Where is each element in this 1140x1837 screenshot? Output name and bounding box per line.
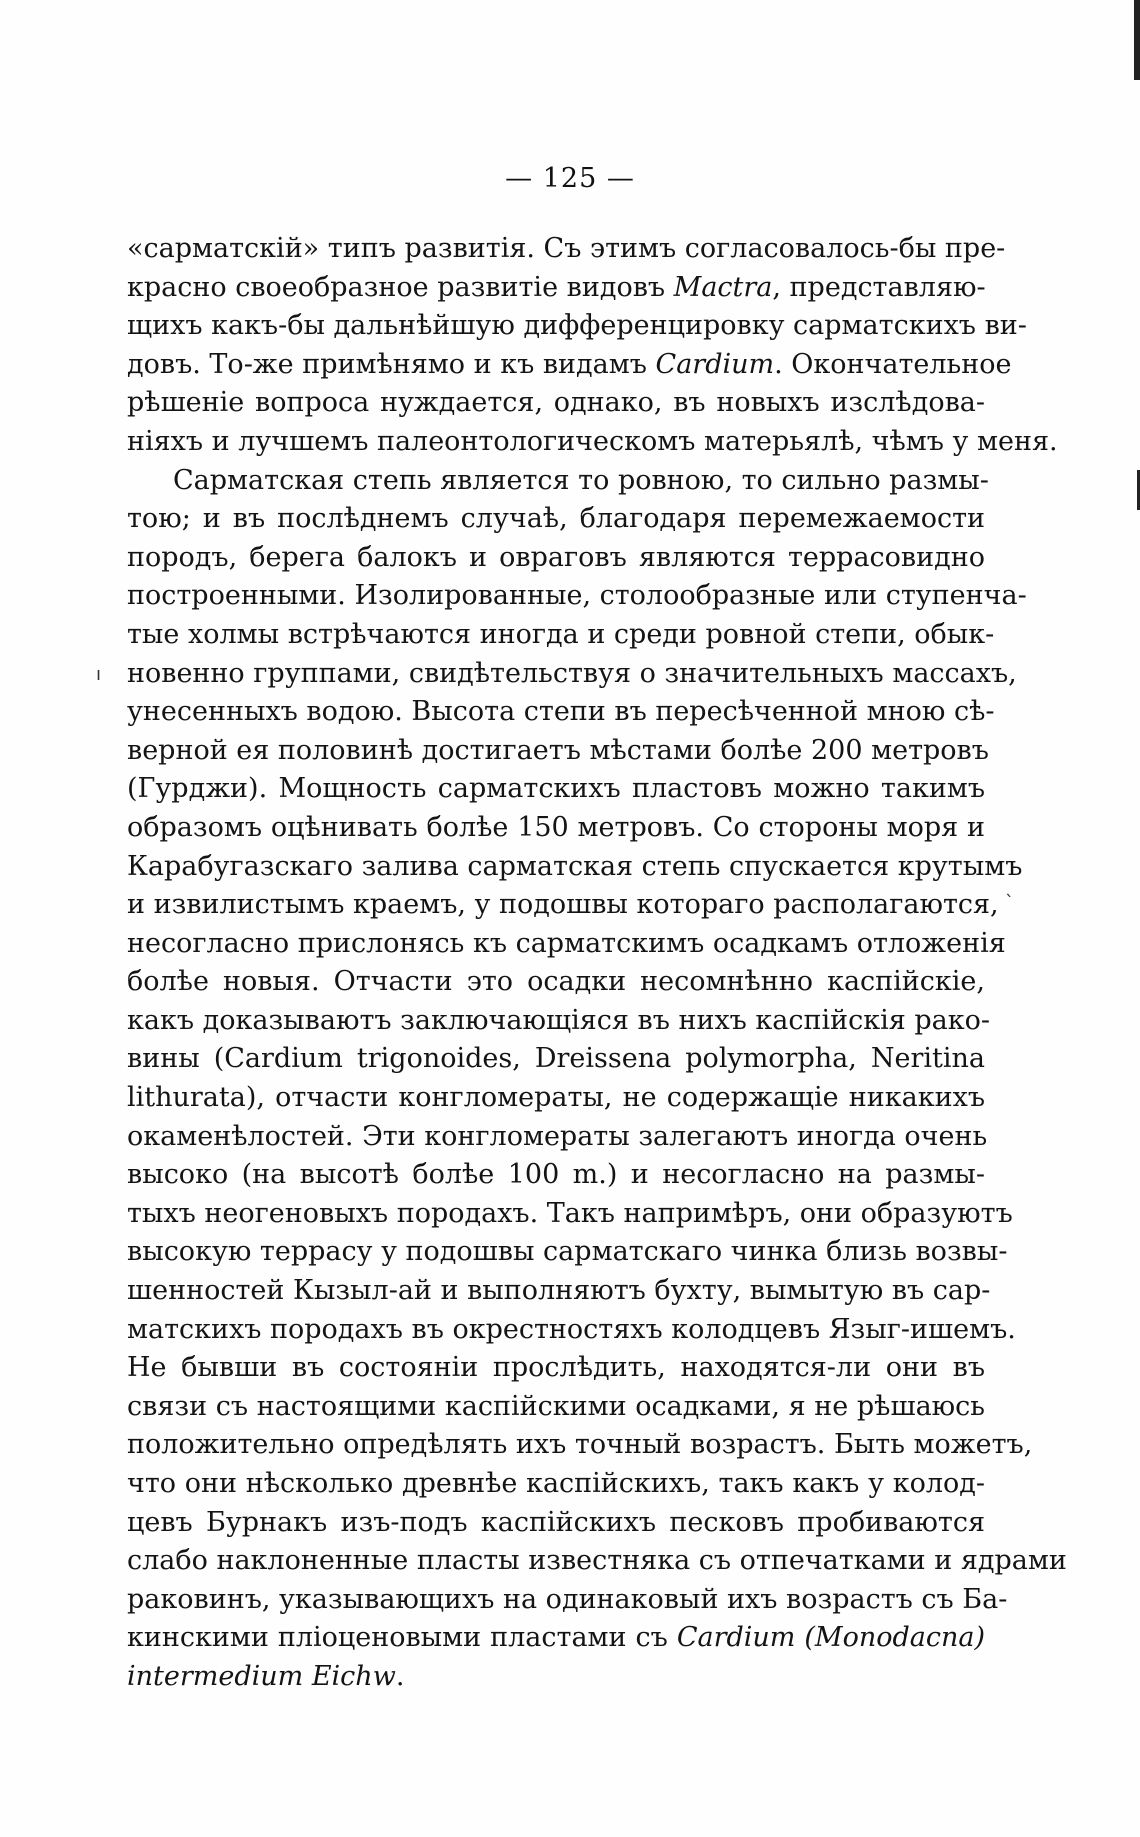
text-run: (Гурджи). Мощность сарматскихъ пластовъ можно такимъ (127, 773, 985, 805)
text-run: вины (Cardium trigonoides, Dreissena polymorpha, Neritina (127, 1043, 985, 1075)
text-run: какъ доказываютъ заключающіяся въ нихъ каспійскія рако- (127, 1004, 991, 1036)
text-line (127, 346, 1012, 385)
text-run: Сарматская степь является то ровною, то сильно размы- (173, 464, 989, 496)
text-run: Карабугазскаго залива сарматская степь спускается крутымъ (127, 850, 1023, 882)
text-line (127, 1388, 985, 1427)
text-line (127, 1079, 985, 1118)
text-line (127, 577, 1027, 616)
text-run: раковинъ, указывающихъ на одинаковый ихъ возрастъ съ Ба- (127, 1583, 1008, 1615)
text-run: ніяхъ и лучшемъ палеонтологическомъ матерьялѣ, чѣмъ у меня. (127, 425, 1058, 457)
text-line (127, 886, 999, 925)
text-run: тые холмы встрѣчаются иногда и среди ровной степи, обык- (127, 618, 995, 650)
margin-mark: ı (96, 664, 102, 685)
text-line (127, 925, 1006, 964)
text-run: , представляю- (772, 271, 986, 303)
text-run: что они нѣсколько древнѣе каспійскихъ, такъ какъ у колод- (127, 1468, 985, 1499)
text-line (127, 616, 995, 655)
margin-mark: ˋ (1005, 892, 1014, 913)
italic-taxon: Cardium (655, 348, 775, 380)
text-run: тыхъ неогеновыхъ породахъ. Такъ напримѣръ, они образуютъ (127, 1197, 1013, 1229)
text-line (127, 1619, 985, 1658)
italic-taxon: Cardium (Monodacna) (676, 1622, 985, 1654)
text-run: связи съ настоящими каспійскими осадками, я не рѣшаюсь (127, 1390, 985, 1422)
text-run: lithurata), отчасти конгломераты, не содержащіе никакихъ (127, 1082, 985, 1114)
text-run: новенно группами, свидѣтельствуя о значительныхъ массахъ, (127, 657, 1017, 689)
text-line (127, 1272, 991, 1311)
italic-taxon: Mactra (673, 271, 773, 303)
text-line (127, 384, 985, 423)
text-run: кинскими пліоценовыми пластами съ (127, 1622, 677, 1654)
text-line (127, 539, 985, 578)
text-line (127, 307, 1027, 346)
text-line (127, 809, 985, 848)
text-run: образомъ оцѣнивать болѣе 150 метровъ. Со стороны моря и (127, 811, 985, 843)
text-run: тою; и въ послѣднемъ случаѣ, благодаря перемежаемости (127, 503, 985, 535)
text-line (127, 732, 989, 771)
text-run: болѣе новыя. Отчасти это осадки несомнѣнно каспійскіе, (127, 966, 985, 998)
text-line (127, 655, 1017, 694)
text-run: довъ. То-же примѣнямо и къ видамъ (127, 348, 656, 380)
page-number: — 125 — (505, 163, 635, 194)
text-line (127, 1040, 985, 1079)
text-line (127, 1195, 1013, 1234)
italic-taxon: intermedium Eichw (127, 1660, 396, 1692)
text-line (127, 1118, 988, 1157)
text-run: шенностей Кызыл-ай и выполняютъ бухту, вымытую въ сар- (127, 1275, 991, 1307)
text-run: Не бывши въ состояніи прослѣдить, находятся-ли они въ (127, 1352, 985, 1384)
text-run: рѣшеніе вопроса нуждается, однако, въ новыхъ изслѣдова- (127, 387, 985, 419)
text-line (127, 1504, 985, 1543)
text-line (127, 500, 985, 539)
text-run: красно своеобразное развитіе видовъ (127, 271, 674, 303)
text-run: унесенныхъ водою. Высота степи въ пересѣченной мною сѣ- (127, 696, 995, 728)
text-run: слабо наклоненные пласты известняка съ отпечатками и ядрами (127, 1545, 1067, 1577)
page-edge (1134, 0, 1140, 80)
text-run: окаменѣлостей. Эти конгломераты залегаютъ иногда очень (127, 1120, 988, 1152)
text-line (127, 1233, 1008, 1272)
text-run: . (395, 1660, 405, 1692)
text-run: «сарматскій» типъ развитія. Съ этимъ согласовалось-бы пре- (127, 233, 1006, 264)
text-line (127, 1658, 985, 1697)
text-run: высоко (на высотѣ болѣе 100 m.) и несогласно на размы- (127, 1159, 985, 1191)
text-run: цевъ Бурнакъ изъ-подъ каспійскихъ песковъ пробиваются (127, 1506, 985, 1538)
text-line (127, 693, 995, 732)
text-run: положительно опредѣлять ихъ точный возрастъ. Быть можетъ, (127, 1429, 1033, 1461)
text-line (127, 1465, 985, 1504)
text-run: . Окончательное (774, 348, 1012, 380)
text-line (127, 423, 1058, 462)
text-run: построенными. Изолированные, столообразные или ступенча- (127, 580, 1027, 612)
text-run: матскихъ породахъ въ окрестностяхъ колодцевъ Языг-ишемъ. (127, 1313, 1016, 1345)
text-line (127, 1002, 991, 1041)
text-line (127, 770, 985, 809)
text-run: высокую террасу у подошвы сарматскаго чинка близь возвы- (127, 1236, 1008, 1268)
text-line (127, 1542, 1067, 1581)
body-text (127, 230, 1067, 1697)
text-run: несогласно прислонясь къ сарматскимъ осадкамъ отложенія (127, 927, 1006, 959)
text-run: породъ, берега балокъ и овраговъ являются террасовидно (127, 541, 985, 573)
text-line (127, 1426, 1033, 1465)
text-line (127, 848, 1023, 887)
text-line (127, 269, 985, 308)
text-line (127, 963, 985, 1002)
text-line (127, 1581, 1008, 1620)
text-line (127, 462, 989, 501)
text-line (127, 1349, 985, 1388)
text-line (127, 230, 1006, 269)
text-run: верной ея половинѣ достигаетъ мѣстами болѣе 200 метровъ (127, 734, 989, 766)
text-run: щихъ какъ-бы дальнѣйшую дифференцировку сарматскихъ ви- (127, 310, 1027, 342)
text-line (127, 1311, 1016, 1350)
text-line (127, 1156, 985, 1195)
text-run: и извилистымъ краемъ, у подошвы котораго располагаются, (127, 889, 999, 921)
